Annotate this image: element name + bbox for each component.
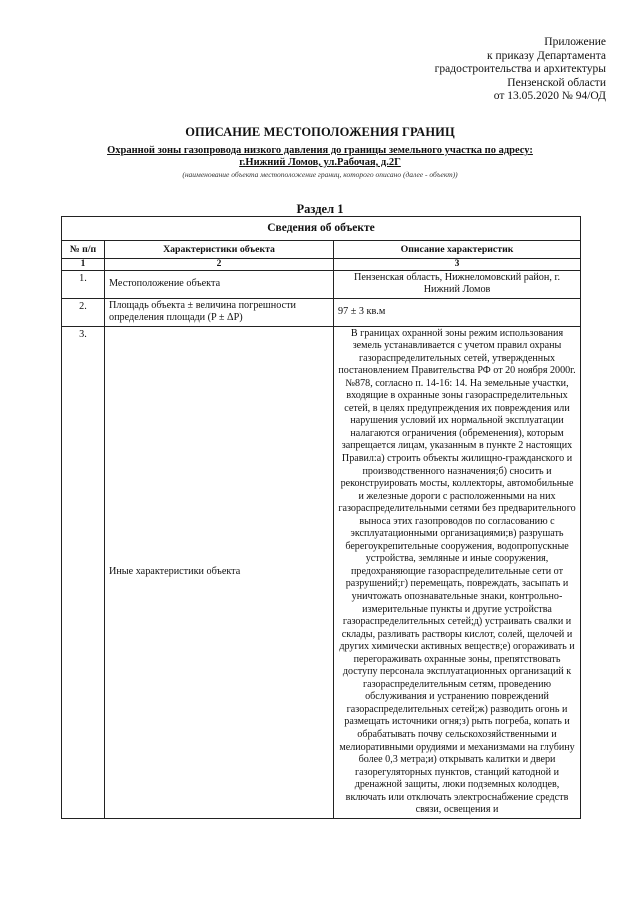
- object-info-table: [61, 216, 581, 819]
- appendix-line: Приложение: [544, 36, 606, 48]
- row-characteristic: Местоположение объекта: [105, 270, 334, 298]
- table-header-row: [62, 240, 581, 258]
- zone-caption: (наименование объекта местоположение границ, которого описано (далее - объект)): [182, 170, 458, 179]
- table-row: [62, 326, 581, 818]
- row-characteristic: Иные характеристики объекта: [105, 326, 334, 818]
- row-description: В границах охранной зоны режим использования земель устанавливается с учетом правил охраны газораспределительных сетей, утвержденных постановлением Правительства РФ от 20 ноября 2000г. №878, согласно п. 14-16: 14. На земельные участки, входящие в охранные зоны газораспределительных сетей, в целях предупреждения их повреждения или нарушения условий их нормальной эксплуатации налагаются ограничения (обременения), которым запрещается лицам, указанным в пункте 2 настоящих Правил:а) строить объекты жилищно-гражданского и производственного назначения;б) сносить и реконструировать мосты, коллекторы, автомобильные и железные дороги с расположенными на них газораспределительными сетями без предварительного выноса этих газопроводов по согласованию с эксплуатационными организациями;в) разрушать берегоукрепительные сооружения, водопропускные устройства, земляные и иные сооружения, предохраняющие газораспределительные сети от разрушений;г) перемещать, повреждать, засыпать и уничтожать опознавательные знаки, контрольно-измерительные пункты и другие устройства газораспределительных сетей;д) устраивать свалки и склады, разливать растворы кислот, солей, щелочей и других химически активных веществ;е) огораживать и перегораживать охранные зоны, препятствовать доступу персонала эксплуатационных организаций к газораспределительным сетям, проведению обслуживания и устранению повреждений газораспределительных сетей;ж) разводить огонь и размещать источники огня;з) рыть погреба, копать и обрабатывать почву сельскохозяйственными и мелиоративными орудиями и механизмами на глубину более 0,3 метра;и) открывать калитки и двери газорегуляторных пунктов, станций катодной и дренажной защиты, люки подземных колодцев, включать или отключать электроснабжение средств связи, освещения и: [334, 326, 581, 818]
- header-characteristic: Характеристики объекта: [105, 240, 334, 258]
- table-row: [62, 298, 581, 326]
- section-title: Раздел 1: [296, 202, 344, 216]
- appendix-line: к приказу Департамента: [487, 49, 606, 62]
- row-characteristic: Площадь объекта ± величина погрешности определения площади (P ± ΔP): [105, 298, 334, 326]
- table-banner-row: [62, 217, 581, 241]
- zone-line-2: г.Нижний Ломов, ул.Рабочая, д.2Г: [239, 157, 401, 168]
- header-number: № п/п: [62, 240, 105, 258]
- appendix-line: Пензенской области: [507, 76, 606, 89]
- column-number-row: [62, 258, 581, 270]
- appendix-block: [435, 36, 606, 104]
- zone-line-1: Охранной зоны газопровода низкого давления до границы земельного участка по адресу:: [107, 145, 533, 156]
- column-number: 2: [105, 258, 334, 270]
- table-row: [62, 270, 581, 298]
- table-banner: Сведения об объекте: [62, 217, 581, 241]
- row-number: 1.: [62, 270, 105, 298]
- row-description: 97 ± 3 кв.м: [334, 298, 581, 326]
- appendix-line: от 13.05.2020 № 94/ОД: [493, 90, 606, 103]
- zone-description: [0, 145, 640, 169]
- document-title: ОПИСАНИЕ МЕСТОПОЛОЖЕНИЯ ГРАНИЦ: [185, 125, 455, 139]
- header-description: Описание характеристик: [334, 240, 581, 258]
- appendix-line: градостроительства и архитектуры: [434, 63, 606, 76]
- column-number: 1: [62, 258, 105, 270]
- row-description: Пензенская область, Нижнеломовский район, г. Нижний Ломов: [334, 270, 581, 298]
- column-number: 3: [334, 258, 581, 270]
- row-number: 3.: [62, 326, 105, 818]
- row-number: 2.: [62, 298, 105, 326]
